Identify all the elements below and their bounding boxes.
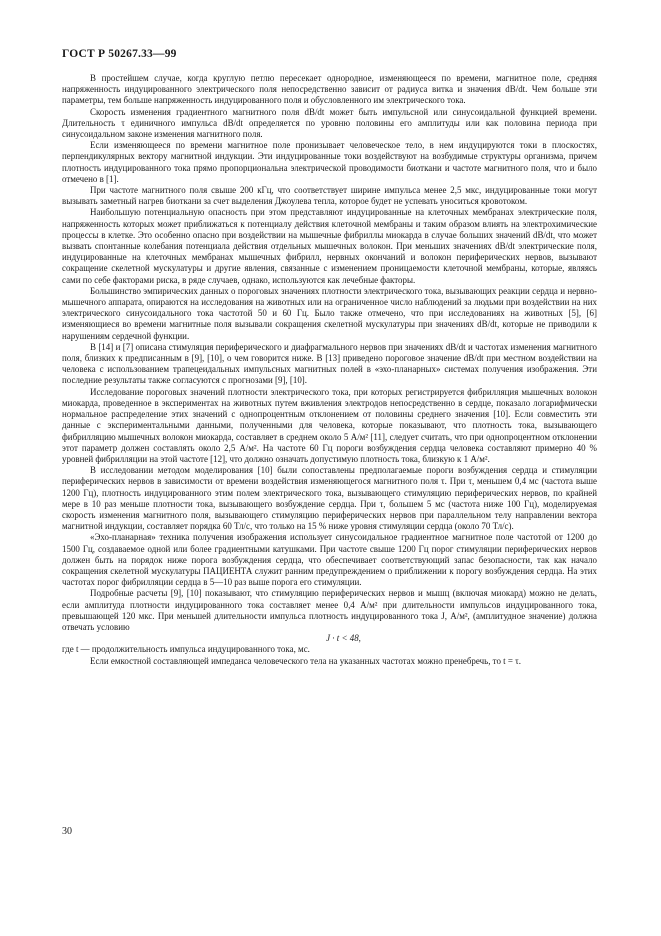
formula-explanation: где t — продолжительность импульса индуцированного тока, мс. [62,644,310,655]
paragraph: В исследовании методом моделирования [10] были сопоставлены предполагаемые пороги возбуждения сердца и стимуляции периферических нервов в зависимости от времени воздействия изменяющегося магнитного поля τ. При τ, меньшем 0,4 мс (частота выше 1200 Гц), плотность индуцированного этим полем электрического тока, вызывающего стимуляцию периферических нервов, по крайней мере в 10 раз меньше плотности тока, вызывающего возбуждение сердца. При τ, большем 5 мс (частота ниже 100 Гц), моделируемая скорость изменения магнитного поля, вызывающего стимуляцию периферических нервов при параллельном телу направлении вектора магнитной индукции, составляет порядка 60 Тл/с, что только на 15 % ниже уровня стимуляции сердца (около 70 Тл/с). [62,465,597,532]
paragraph: Большинство эмпирических данных о пороговых значениях плотности электрического тока, вызывающих реакции сердца и нервно-мышечного аппарата, опираются на исследования на животных или на ограниченное число наблюдений за людьми при воздействии на них электрического синусоидального тока частотой 50 и 60 Гц. Было также отмечено, что при исследованиях на животных [5], [6] изменяющиеся во времени магнитные поля вызывали сокращения скелетной мускулатуры при значениях dB/dt, которые не приводили к нарушениям сердечной функции. [62,285,597,341]
paragraph: Если емкостной составляющей импеданса человеческого тела на указанных частотах можно пренебречь, то t = τ. [90,655,521,666]
paragraph: При частоте магнитного поля свыше 200 кГц, что соответствует ширине импульса менее 2,5 мкс, индуцированные токи могут вызывать заметный нагрев биоткани за счет выделения Джоулева тепла, которое будет не успевать уноситься кровотоком. [62,185,597,207]
paragraph: Если изменяющееся по времени магнитное поле пронизывает человеческое тело, в нем индуцируются токи в плоскостях, перпендикулярных вектору магнитной индукции. Эти индуцированные токи воздействуют на возбудимые структуры организма, причем плотность индуцированного тока прямо пропорциональна электрической проводимости биоткани и частоте магнитного поля, что и было отмечено в [1]. [62,140,597,184]
page-number: 30 [62,826,72,837]
paragraph: «Эхо-планарная» техника получения изображения использует синусоидальное градиентное магнитное поле частотой от 1200 до 1500 Гц, создаваемое одной или более градиентными катушками. При частоте свыше 1200 Гц порог стимуляции периферических нервов должен быть на порядок ниже порога возбуждения сердца, что обеспечивает соответствующий запас безопасности, так как начало сокращения скелетной мускулатуры ПАЦИЕНТА служит ранним предупреждением о приближении к порогу возбуждения сердца. На этих частотах порог фибрилляции сердца в 5—10 раз выше порога его стимуляции. [62,532,597,588]
paragraph: В простейшем случае, когда круглую петлю пересекает однородное, изменяющееся по времени, магнитное поле, средняя напряженность индуцированного электрического поля непосредственно зависит от радиуса витка и значения dB/dt. Чем больше эти параметры, тем больше напряженность индуцированного поля и обусловленного им электрического тока. [62,73,597,106]
paragraph: Скорость изменения градиентного магнитного поля dB/dt может быть импульсной или синусоидальной функцией времени. Длительность τ единичного импульса dB/dt определяется по уровню половины его амплитуды или как половина периода при синусоидальном законе изменения магнитного поля. [62,106,597,140]
paragraph: Исследование пороговых значений плотности электрического тока, при которых регистрируется фибрилляция мышечных волокон миокарда, проведенное в экспериментах на животных путем вживления электродов непосредственно в сердце, показало логарифмически нормальное распределение этих значений с однопроцентным отклонением от половины среднего значения [10]. Если совместить эти данные с экспериментальными данными, полученными для человека, которые показывают, что плотность тока, вызывающего фибрилляцию мышечных волокон миокарда, составляет в среднем около 5 А/м² [11], следует считать, что при однопроцентном отклонении этот параметр должен составлять около 2,5 А/м². На частоте 60 Гц пороги возбуждения сердца человека составляют примерно 40 % уровней фибрилляции на этой частоте [12], что должно означать допустимую плотность тока, близкую к 1 А/м². [62,386,597,464]
formula: J · t < 48, [326,633,361,644]
paragraph: Подробные расчеты [9], [10] показывают, что стимуляцию периферических нервов и мышц (включая миокард) можно не делать, если амплитуда плотности индуцированного тока составляет менее 0,4 А/м² при длительности импульсов индуцированного тока, превышающей 120 мкс. При меньшей длительности импульса плотность индуцированного тока J, А/м², (амплитудное значение) должна отвечать условию [62,588,597,632]
paragraph: Наибольшую потенциальную опасность при этом представляют индуцированные на клеточных мембранах электрические поля, напряженность которых может приближаться к потенциалу действия клеточной мембраны и таким образом влиять на электрохимические процессы в клетке. Это особенно опасно при воздействии на мышечные фибриллы миокарда в случае больших значений dB/dt, что может вызвать спонтанные колебания потенциала действия отдельных мышечных волокон. При меньших значениях dB/dt электрические поля, индуцированные на клеточных мембранах мышечных фибрилл, нервных окончаний и волокон периферических нервов, вызывают сокращение скелетной мускулатуры и другие явления, связанные с изменением проницаемости клеточной мембраны, которые, являясь сами по себе факторами риска, в ряде случаев, однако, используются как лечебные факторы. [62,207,597,285]
document-header: ГОСТ Р 50267.33—99 [62,48,177,60]
paragraph: В [14] и [7] описана стимуляция периферического и диафрагмального нервов при значениях dB/dt и частотах изменения магнитного поля, близких к предписанным в [9], [10], о чем говорится ниже. В [13] приведено пороговое значение dB/dt при местном воздействии на человека с использованием трапецеидальных импульсных магнитных полей в «эхо-планарных» системах получения изображения. Эти последние результаты также согласуются с прогнозами [9], [10]. [62,341,597,386]
document-body [62,73,597,667]
